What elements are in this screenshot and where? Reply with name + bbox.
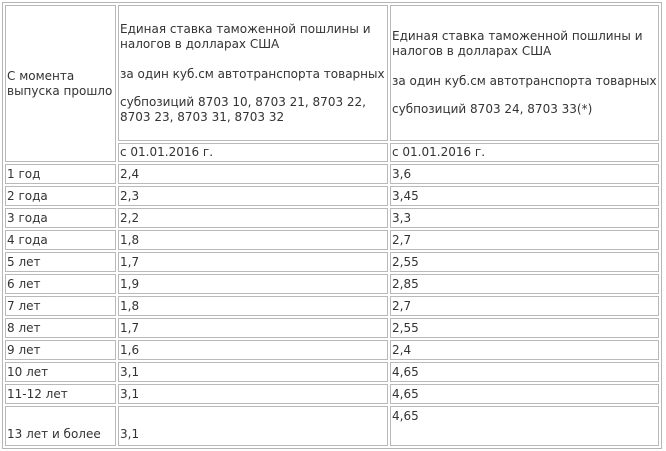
period-cell: 7 лет — [5, 296, 116, 316]
rate-header-a-codes: субпозиций 8703 10, 8703 21, 8703 22, 8703 23, 8703 31, 8703 32 — [120, 94, 366, 124]
rate-header-b — [390, 5, 659, 141]
rate-b-cell: 4,65 — [390, 362, 659, 382]
rate-b-cell: 2,85 — [390, 274, 659, 294]
rate-a-cell: 1,8 — [118, 230, 388, 250]
table-row — [5, 274, 659, 294]
rate-b-cell: 4,65 — [390, 406, 659, 446]
rate-b-cell: 2,7 — [390, 296, 659, 316]
rate-b-cell: 3,45 — [390, 186, 659, 206]
rate-b-cell: 3,3 — [390, 208, 659, 228]
rate-b-date: с 01.01.2016 г. — [390, 143, 659, 162]
rate-a-cell: 1,8 — [118, 296, 388, 316]
table-body — [5, 5, 659, 446]
rate-b-cell: 2,4 — [390, 340, 659, 360]
period-cell: 13 лет и более — [5, 406, 116, 446]
table-row — [5, 208, 659, 228]
rate-header-b-basis: за один куб.см автотранспорта товарных — [392, 74, 657, 88]
rate-a-date: с 01.01.2016 г. — [118, 143, 388, 162]
table-row — [5, 252, 659, 272]
rate-b-cell: 2,7 — [390, 230, 659, 250]
rate-b-cell: 2,55 — [390, 252, 659, 272]
rate-a-cell: 2,4 — [118, 164, 388, 184]
period-cell: 5 лет — [5, 252, 116, 272]
rate-b-cell: 3,6 — [390, 164, 659, 184]
period-cell: 8 лет — [5, 318, 116, 338]
period-cell: 3 года — [5, 208, 116, 228]
table-row — [5, 318, 659, 338]
rate-b-cell: 2,55 — [390, 318, 659, 338]
header-row — [5, 5, 659, 141]
customs-duty-table — [2, 2, 662, 449]
rate-header-a-basis: за один куб.см автотранспорта товарных — [120, 66, 385, 81]
rate-a-cell: 1,7 — [118, 318, 388, 338]
rate-a-cell: 3,1 — [118, 362, 388, 382]
rate-a-cell: 2,3 — [118, 186, 388, 206]
period-cell: 9 лет — [5, 340, 116, 360]
table-row — [5, 362, 659, 382]
rate-b-cell: 4,65 — [390, 384, 659, 404]
period-cell: 2 года — [5, 186, 116, 206]
rate-header-b-title: Единая ставка таможенной пошлины и налогов в долларах США — [392, 29, 643, 58]
period-cell: 10 лет — [5, 362, 116, 382]
table-row — [5, 164, 659, 184]
rate-a-cell: 3,1 — [118, 384, 388, 404]
table-row — [5, 340, 659, 360]
rate-a-cell: 3,1 — [118, 406, 388, 446]
rate-header-a-title: Единая ставка таможенной пошлины и налогов в долларах США — [120, 21, 371, 51]
rate-header-a — [118, 5, 388, 141]
period-header: С момента выпуска прошло — [5, 5, 116, 162]
rate-a-cell: 2,2 — [118, 208, 388, 228]
rate-a-cell: 1,6 — [118, 340, 388, 360]
period-cell: 6 лет — [5, 274, 116, 294]
period-cell: 1 год — [5, 164, 116, 184]
table-row — [5, 186, 659, 206]
table-row — [5, 296, 659, 316]
table-row — [5, 384, 659, 404]
rate-a-cell: 1,7 — [118, 252, 388, 272]
table-row — [5, 406, 659, 446]
rate-a-cell: 1,9 — [118, 274, 388, 294]
period-cell: 11-12 лет — [5, 384, 116, 404]
table-row — [5, 230, 659, 250]
period-cell: 4 года — [5, 230, 116, 250]
rate-header-b-codes: субпозиций 8703 24, 8703 33(*) — [392, 102, 593, 116]
